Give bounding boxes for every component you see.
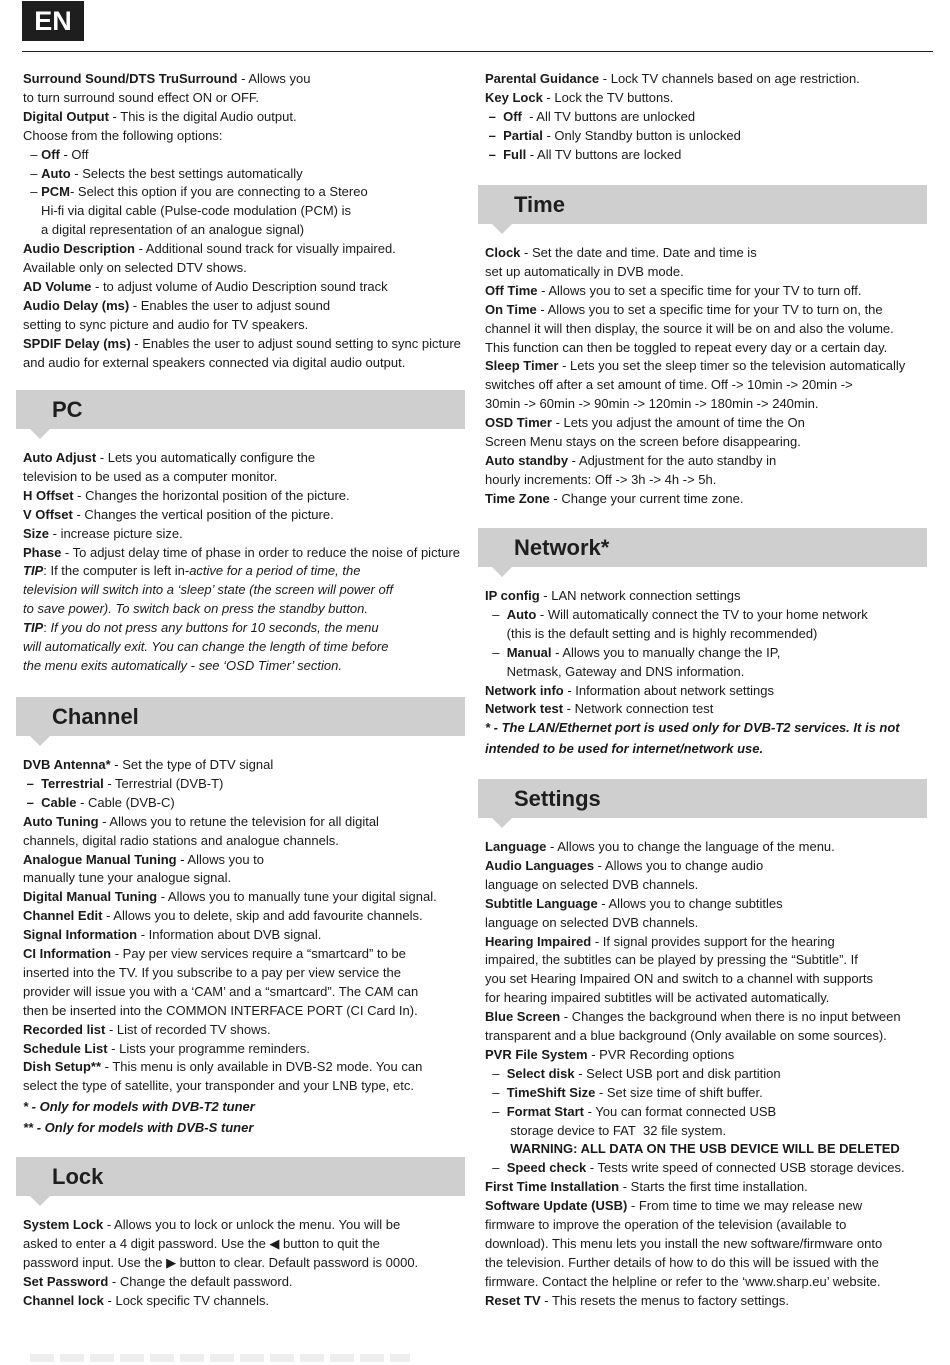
section-header-time (478, 185, 927, 224)
text-line: and audio for external speakers connected via digital audio output. (23, 354, 406, 370)
text-line: * - Only for models with DVB-T2 tuner (23, 1099, 255, 1115)
section-header-pc (16, 390, 465, 429)
text-line: ** - Only for models with DVB-S tuner (23, 1119, 254, 1135)
text-line: Schedule List - Lists your programme reminders. (23, 1040, 310, 1056)
text-line: Key Lock - Lock the TV buttons. (485, 89, 674, 105)
text-line: – Format Start - You can format connected USB (485, 1103, 777, 1119)
text-line: channel it will then display, the source it will be on and also the volume. (485, 320, 894, 336)
text-line: Signal Information - Information about DVB signal. (23, 927, 322, 943)
text-line: firmware to improve the operation of the television (available to (485, 1217, 847, 1232)
text-line: set up automatically in DVB mode. (485, 263, 684, 279)
text-line: language on selected DVB channels. (485, 914, 699, 930)
text-line: 30min -> 60min -> 90min -> 120min -> 180min -> 240min. (485, 396, 819, 412)
section-header-channel (16, 697, 465, 736)
text-line: – Auto - Will automatically connect the TV to your home network (485, 606, 868, 622)
text-line: setting to sync picture and audio for TV speakers. (23, 316, 309, 332)
text-line: a digital representation of an analogue signal) (23, 222, 305, 238)
text-line: the menu exits automatically - see ‘OSD Timer’ section. (23, 657, 342, 673)
text-line: – Off - Off (23, 146, 89, 162)
text-line: Off Time - Allows you to set a specific time for your TV to turn off. (485, 282, 862, 298)
section-title-lock: Lock (52, 1164, 104, 1189)
text-line: Parental Guidance - Lock TV channels based on age restriction. (485, 71, 860, 86)
text-line: Clock - Set the date and time. Date and time is (485, 245, 757, 260)
text-line: you set Hearing Impaired ON and switch to a channel with supports (485, 971, 874, 987)
text-line: to turn surround sound effect ON or OFF. (23, 89, 260, 105)
text-line: Screen Menu stays on the screen before disappearing. (485, 434, 801, 449)
text-line: provider will issue you with a ‘CAM’ and a “smartcard”. The CAM can (23, 983, 419, 999)
text-line: – Cable - Cable (DVB-C) (26, 794, 175, 810)
text-line: Reset TV - This resets the menus to factory settings. (485, 1292, 789, 1308)
text-line: – Partial - Only Standby button is unlocked (488, 127, 741, 143)
text-line: transparent and a blue background (Only available on some sources). (485, 1028, 887, 1043)
text-line: storage device to FAT 32 file system. (485, 1122, 727, 1138)
text-line: the television. Further details of how to do this will be issued with the (485, 1254, 879, 1270)
text-line: Phase - To adjust delay time of phase in order to reduce the noise of picture (23, 544, 460, 560)
text-line: TIP: If the computer is left in-active for a period of time, the (23, 563, 361, 579)
text-line: H Offset - Changes the horizontal position of the picture. (23, 487, 350, 503)
text-line: IP config - LAN network connection settings (485, 588, 741, 603)
text-line: On Time - Allows you to set a specific time for your TV to turn on, the (485, 301, 883, 317)
text-line: Sleep Timer - Lets you set the sleep timer so the television automatically (485, 358, 906, 374)
text-line: Language - Allows you to change the language of the menu. (485, 839, 835, 854)
text-line: download). This menu lets you install the new software/firmware onto (485, 1235, 883, 1251)
text-line: Recorded list - List of recorded TV shows. (23, 1021, 271, 1037)
text-line: Surround Sound/DTS TruSurround - Allows you (23, 71, 311, 86)
text-line: manually tune your analogue signal. (23, 870, 232, 886)
text-line: Channel Edit - Allows you to delete, skip and add favourite channels. (23, 908, 423, 924)
text-line: impaired, the subtitles can be played by pressing the “Subtitle”. If (485, 952, 858, 968)
text-line: – PCM- Select this option if you are connecting to a Stereo (23, 184, 368, 200)
text-line: to save power). To switch back on press the standby button. (23, 601, 368, 617)
section-title-network: Network* (514, 535, 610, 560)
text-line: System Lock - Allows you to lock or unlock the menu. You will be (23, 1217, 401, 1232)
section-title-time: Time (514, 192, 565, 217)
section-header-lock (16, 1157, 465, 1196)
section-title-channel: Channel (52, 704, 139, 729)
text-line: Channel lock - Lock specific TV channels. (23, 1292, 270, 1308)
text-line: – Speed check - Tests write speed of connected USB storage devices. (485, 1160, 905, 1176)
text-line: language on selected DVB channels. (485, 876, 699, 892)
text-line: TIP: If you do not press any buttons for 10 seconds, the menu (23, 620, 379, 636)
text-line: Audio Description - Additional sound track for visually impaired. (23, 241, 396, 257)
text-line: – Full - All TV buttons are locked (488, 146, 682, 162)
text-line: Subtitle Language - Allows you to change subtitles (485, 895, 783, 911)
text-line: – Select disk - Select USB port and disk partition (485, 1065, 781, 1081)
section-header-network (478, 528, 927, 567)
text-line: will automatically exit. You can change the length of time before (23, 639, 389, 654)
text-line: CI Information - Pay per view services require a “smartcard” to be (23, 946, 406, 961)
footer-faint-text (30, 1354, 410, 1362)
section-header-settings (478, 779, 927, 818)
text-line: Time Zone - Change your current time zone. (485, 490, 744, 506)
text-line: – Auto - Selects the best settings automatically (23, 165, 303, 181)
text-line: Auto standby - Adjustment for the auto standby in (485, 452, 777, 468)
text-line: inserted into the TV. If you subscribe to a pay per view service the (23, 964, 401, 980)
text-line: V Offset - Changes the vertical position of the picture. (23, 506, 334, 522)
text-line: Hi-fi via digital cable (Pulse-code modulation (PCM) is (23, 203, 352, 219)
text-line: First Time Installation - Starts the first time installation. (485, 1179, 808, 1195)
text-line: Software Update (USB) - From time to time we may release new (485, 1198, 863, 1214)
text-line: asked to enter a 4 digit password. Use the ◀ button to quit the (23, 1235, 380, 1251)
text-line: then be inserted into the COMMON INTERFACE PORT (CI Card In). (23, 1002, 418, 1018)
text-line: Dish Setup** - This menu is only available in DVB-S2 mode. You can (23, 1059, 423, 1075)
text-line: select the type of satellite, your transponder and your LNB type, etc. (23, 1078, 414, 1094)
text-line: for hearing impaired subtitles will be activated automatically. (485, 990, 830, 1006)
text-line: Audio Languages - Allows you to change audio (485, 857, 764, 873)
text-line: television to be used as a computer monitor. (23, 468, 278, 484)
text-line: – Manual - Allows you to manually change the IP, (485, 644, 781, 660)
text-line: Hearing Impaired - If signal provides support for the hearing (485, 933, 835, 949)
text-line: Set Password - Change the default password. (23, 1273, 293, 1289)
text-line: Digital Manual Tuning - Allows you to manually tune your digital signal. (23, 889, 437, 905)
text-line: Size - increase picture size. (23, 525, 183, 541)
text-line: firmware. Contact the helpline or refer to the ‘www.sharp.eu’ website. (485, 1273, 881, 1289)
section-title-settings: Settings (514, 786, 601, 811)
text-line: AD Volume - to adjust volume of Audio Description sound track (23, 278, 388, 294)
text-line: Audio Delay (ms) - Enables the user to adjust sound (23, 297, 331, 313)
text-line: Blue Screen - Changes the background when there is no input between (485, 1009, 901, 1025)
text-line: Netmask, Gateway and DNS information. (485, 663, 745, 679)
text-line: hourly increments: Off -> 3h -> 4h -> 5h. (485, 471, 717, 487)
text-line: Auto Adjust - Lets you automatically configure the (23, 450, 316, 465)
language-badge: EN (22, 1, 84, 41)
text-line: OSD Timer - Lets you adjust the amount of time the On (485, 415, 805, 431)
text-line: television will switch into a ‘sleep’ state (the screen will power off (23, 582, 393, 598)
text-line: Auto Tuning - Allows you to retune the television for all digital (23, 813, 379, 829)
text-line: – Off - All TV buttons are unlocked (488, 108, 696, 124)
text-line: Analogue Manual Tuning - Allows you to (23, 851, 265, 867)
text-line: WARNING: ALL DATA ON THE USB DEVICE WILL BE DELETED (510, 1141, 900, 1157)
text-line: Digital Output - This is the digital Audio output. (23, 108, 297, 124)
text-line: Choose from the following options: (23, 127, 223, 143)
text-line: SPDIF Delay (ms) - Enables the user to adjust sound setting to sync picture (23, 335, 461, 351)
text-line: DVB Antenna* - Set the type of DTV signal (23, 757, 274, 772)
text-line: Available only on selected DTV shows. (23, 260, 247, 275)
text-line: – Terrestrial - Terrestrial (DVB-T) (26, 775, 224, 791)
text-line: – TimeShift Size - Set size time of shift buffer. (485, 1084, 763, 1100)
text-line: switches off after a set amount of time. Off -> 10min -> 20min -> (485, 377, 853, 393)
header-rule (22, 51, 933, 52)
text-line: This function can then be toggled to repeat every day or a certain day. (485, 339, 888, 355)
text-line: (this is the default setting and is highly recommended) (485, 625, 818, 641)
text-line: intended to be used for internet/network use. (485, 740, 764, 756)
section-title-pc: PC (52, 397, 83, 422)
text-line: Network info - Information about network settings (485, 682, 775, 698)
text-line: PVR File System - PVR Recording options (485, 1046, 735, 1062)
text-line: Network test - Network connection test (485, 701, 714, 717)
text-line: password input. Use the ▶ button to clear. Default password is 0000. (23, 1254, 419, 1270)
text-line: channels, digital radio stations and analogue channels. (23, 832, 339, 848)
text-line: * - The LAN/Ethernet port is used only for DVB-T2 services. It is not (485, 720, 900, 736)
